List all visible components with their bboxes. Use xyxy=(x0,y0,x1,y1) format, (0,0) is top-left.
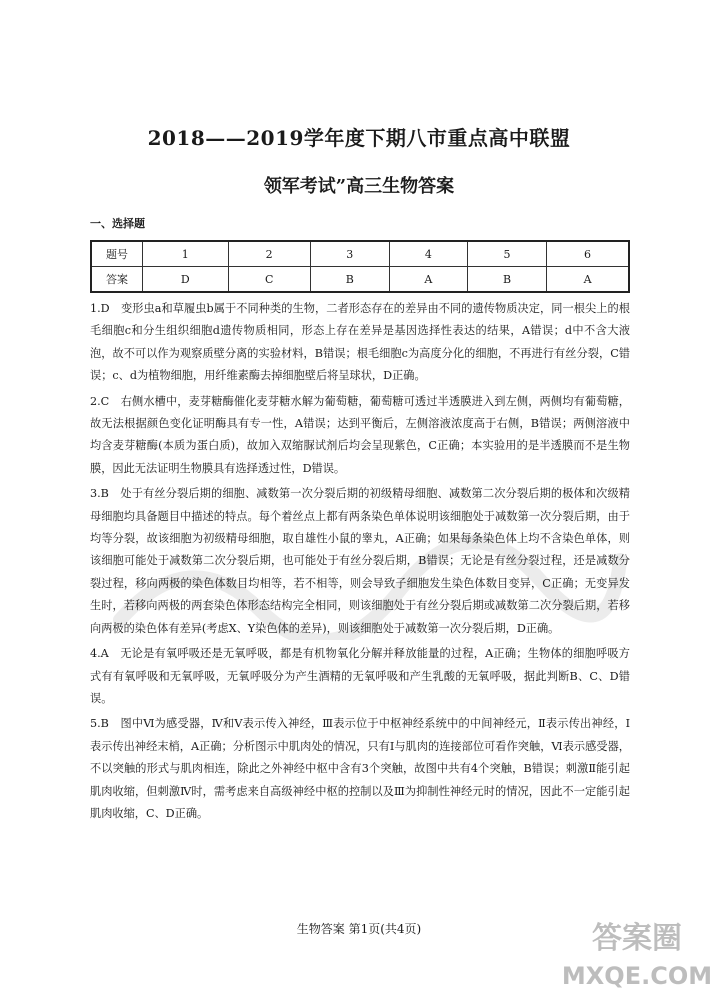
question-number-cell: 5 xyxy=(467,241,546,267)
logo-top-text: 答案圈 xyxy=(592,921,682,956)
logo-bottom-text: MXQE.COM xyxy=(562,962,712,990)
table-row-answers xyxy=(91,267,629,293)
answer-cell: C xyxy=(228,267,310,293)
explanation-item: 4.A 无论是有氧呼吸还是无氧呼吸，都是有机物氧化分解并释放能量的过程，A正确；生物体的细胞呼吸方式有有氧呼吸和无氧呼吸，无氧呼吸分为产生酒精的无氧呼吸和产生乳酸的无氧呼吸，据此判断B、C、D错误。 xyxy=(90,647,630,705)
question-number-cell: 2 xyxy=(228,241,310,267)
answer-cell: B xyxy=(467,267,546,293)
table-row-numbers xyxy=(91,241,629,267)
explanation-item: 2.C 右侧水槽中，麦芽糖酶催化麦芽糖水解为葡萄糖，葡萄糖可透过半透膜进入到左侧，两侧均有葡萄糖，故无法根据颜色变化证明酶具有专一性，A错误；达到平衡后，左侧溶液浓度高于右侧，B错误；两侧溶液中均含麦芽糖酶(本质为蛋白质)，故加入双缩脲试剂后均会呈现紫色，C正确；本实验用的是半透膜而不是生物膜，因此无法证明生物膜具有选择透过性，D错误。 xyxy=(90,394,630,475)
section-heading: 一、选择题 xyxy=(90,217,145,230)
question-number-cell: 1 xyxy=(143,241,229,267)
answer-cell: D xyxy=(143,267,229,293)
question-number-cell: 6 xyxy=(547,241,629,267)
answer-cell: A xyxy=(389,267,467,293)
document-subtitle: 领军考试”高三生物答案 xyxy=(263,176,455,197)
page-footer: 生物答案 第1页(共4页) xyxy=(296,922,422,936)
answer-cell: A xyxy=(547,267,629,293)
document-title: 2018——2019学年度下期八市重点高中联盟 xyxy=(147,126,571,150)
explanations-list xyxy=(90,298,630,828)
question-number-cell: 4 xyxy=(389,241,467,267)
explanation-item: 3.B 处于有丝分裂后期的细胞、减数第一次分裂后期的初级精母细胞、减数第二次分裂后期的极体和次级精母细胞均具备题目中描述的特点。每个着丝点上都有两条染色单体说明该细胞处于减数第一次分裂后期，由于均等分裂，故该细胞为初级精母细胞，取自雄性小鼠的睾丸，A正确；如果每条染色体上均不含染色单体，则该细胞可能处于减数第二次分裂后期，也可能处于有丝分裂后期，B错误；无论是有丝分裂过程，还是减数分裂过程，移向两极的染色体数目均相等，若不相等，则会导致子细胞发生染色体数目变异，C正确；无变异发生时，若移向两极的两套染色体形态结构完全相同，则该细胞处于有丝分裂后期或减数第二次分裂后期，若移向两极的染色体有差异(考虑X、Y染色体的差异)，则该细胞处于减数第一次分裂后期，D正确。 xyxy=(90,487,630,635)
answer-cell: B xyxy=(310,267,389,293)
explanation-item: 1.D 变形虫a和草履虫b属于不同种类的生物，二者形态存在的差异由不同的遗传物质决定，同一根尖上的根毛细胞c和分生组织细胞d遗传物质相同，形态上存在差异是基因选择性表达的结果，A错误；d中不含大液泡，故不可以作为观察质壁分离的实验材料，B错误；根毛细胞c为高度分化的细胞，不再进行有丝分裂，C错误；c、d为植物细胞，用纤维素酶去掉细胞壁后将呈球状，D正确。 xyxy=(90,302,630,383)
answer-table xyxy=(90,240,630,293)
table-row-label: 答案 xyxy=(91,267,143,293)
question-number-cell: 3 xyxy=(310,241,389,267)
explanation-item: 5.B 图中Ⅵ为感受器，Ⅳ和Ⅴ表示传入神经，Ⅲ表示位于中枢神经系统中的中间神经元，Ⅱ表示传出神经，Ⅰ表示传出神经末梢，A正确；分析图示中肌肉处的情况，只有Ⅰ与肌肉的连接部位可看作突触，Ⅵ表示感受器，不以突触的形式与肌肉相连，除此之外神经中枢中含有3个突触，故图中共有4个突触，B错误；刺激Ⅱ能引起肌肉收缩，但刺激Ⅳ时，需考虑来自高级神经中枢的控制以及Ⅲ为抑制性神经元时的情况，因此不一定能引起肌肉收缩，C、D正确。 xyxy=(90,717,630,820)
table-row-label: 题号 xyxy=(91,241,143,267)
